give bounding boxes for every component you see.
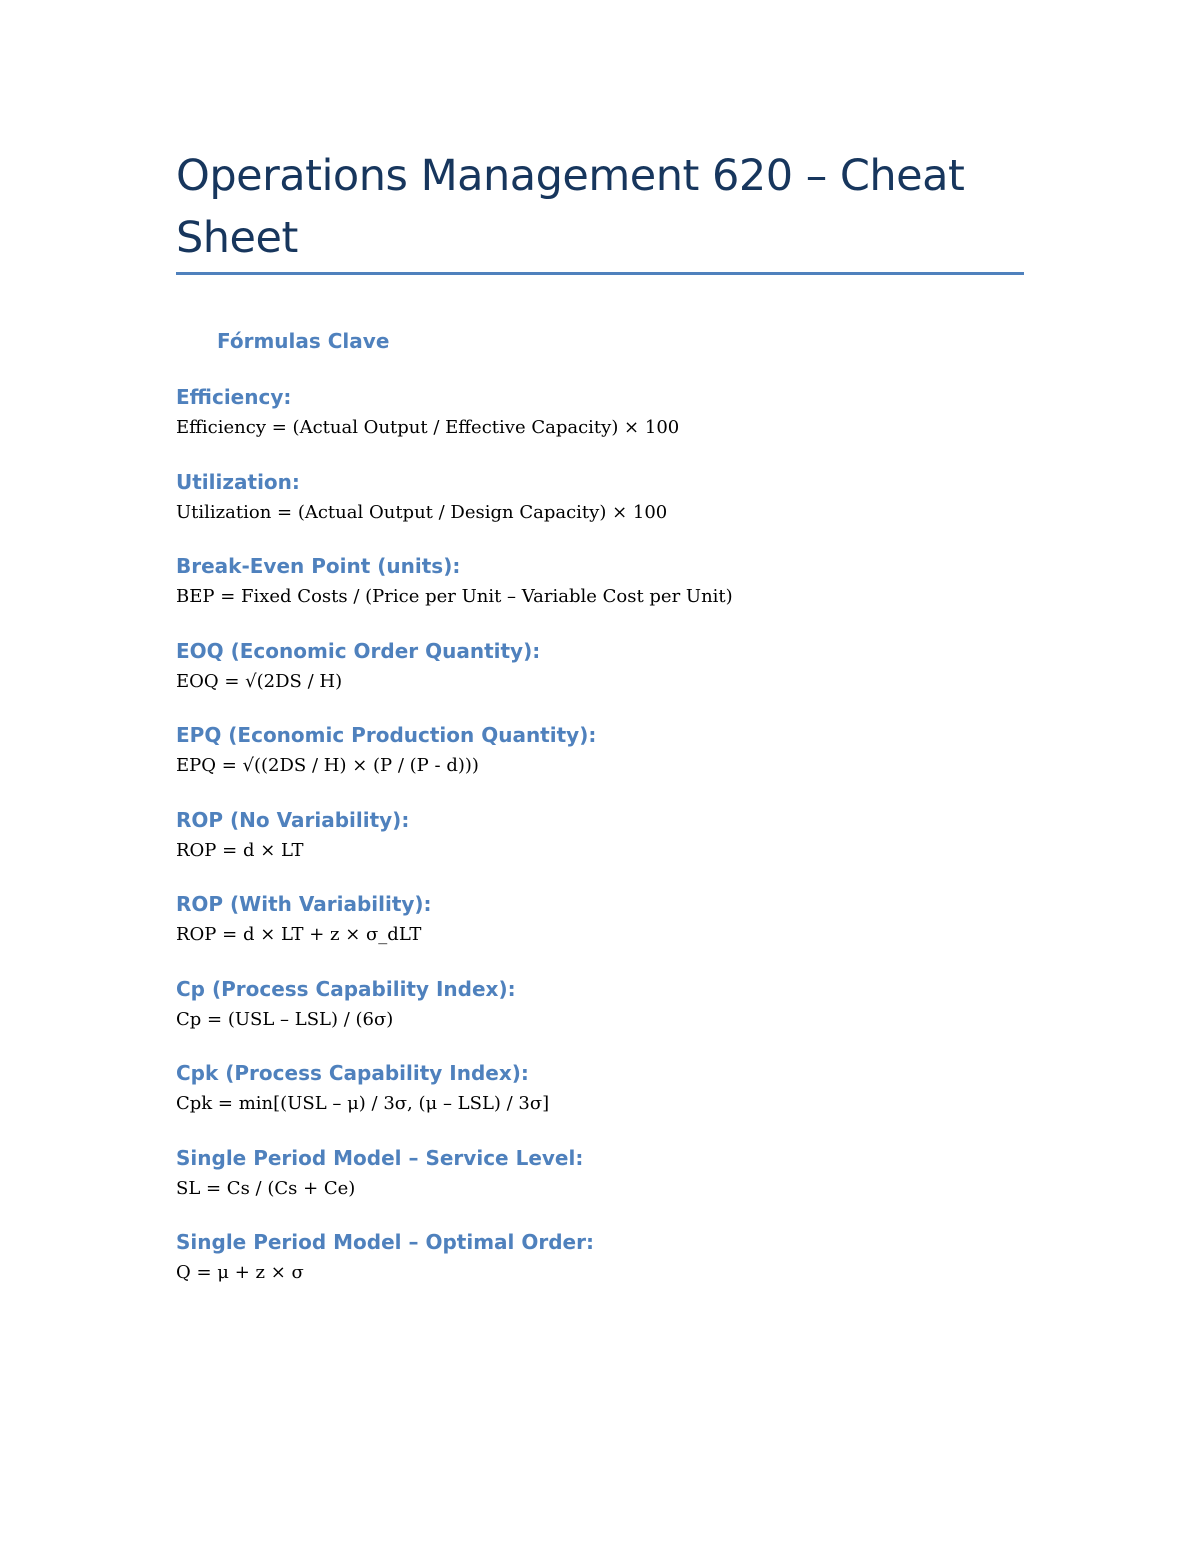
formula-label: EPQ (Economic Production Quantity): bbox=[176, 723, 597, 747]
formula-efficiency bbox=[176, 382, 1026, 467]
formula-label: Cpk (Process Capability Index): bbox=[176, 1061, 529, 1085]
formula-label: EOQ (Economic Order Quantity): bbox=[176, 638, 541, 663]
formula-label: Cp (Process Capability Index): bbox=[176, 976, 516, 1001]
document-title: Operations Management 620 – Cheat Sheet bbox=[176, 151, 965, 263]
formula-label: Single Period Model – Optimal Order: bbox=[176, 1230, 594, 1254]
formula-utilization bbox=[176, 467, 1026, 552]
formula-expression: Cp = (USL – LSL) / (6σ) bbox=[176, 1008, 394, 1030]
formula-label: ROP (No Variability): bbox=[176, 807, 410, 832]
formula-expression: ROP = d × LT bbox=[176, 839, 304, 861]
title-underline-rule bbox=[176, 272, 1024, 275]
formula-label: Single Period Model – Service Level: bbox=[176, 1145, 584, 1170]
formula-label: ROP (With Variability): bbox=[176, 892, 432, 916]
formula-cpk bbox=[176, 1058, 1026, 1143]
formula-expression: Cpk = min[(USL – μ) / 3σ, (μ – LSL) / 3σ] bbox=[176, 1093, 550, 1114]
formula-cp bbox=[176, 974, 1026, 1059]
formula-list bbox=[176, 382, 1026, 1312]
formula-rop-with-variability bbox=[176, 889, 1026, 974]
formula-break-even-point bbox=[176, 551, 1026, 636]
formula-label: Efficiency: bbox=[176, 385, 292, 409]
formula-eoq bbox=[176, 636, 1026, 721]
formula-expression: Efficiency = (Actual Output / Effective Capacity) × 100 bbox=[176, 417, 680, 438]
formula-expression: Utilization = (Actual Output / Design Capacity) × 100 bbox=[176, 501, 668, 523]
formula-expression: BEP = Fixed Costs / (Price per Unit – Variable Cost per Unit) bbox=[176, 586, 733, 607]
formula-rop-no-variability bbox=[176, 805, 1026, 890]
formula-expression: EOQ = √(2DS / H) bbox=[176, 670, 343, 692]
formula-expression: ROP = d × LT + z × σ_dLT bbox=[176, 924, 422, 945]
formula-expression: EPQ = √((2DS / H) × (P / (P - d))) bbox=[176, 755, 479, 776]
section-heading: Fórmulas Clave bbox=[217, 329, 390, 353]
formula-single-period-service-level bbox=[176, 1143, 1026, 1228]
formula-expression: SL = Cs / (Cs + Ce) bbox=[176, 1177, 356, 1199]
formula-label: Break-Even Point (units): bbox=[176, 554, 461, 578]
formula-expression: Q = μ + z × σ bbox=[176, 1262, 304, 1283]
formula-label: Utilization: bbox=[176, 469, 300, 494]
formula-epq bbox=[176, 720, 1026, 805]
formula-single-period-optimal-order bbox=[176, 1227, 1026, 1312]
